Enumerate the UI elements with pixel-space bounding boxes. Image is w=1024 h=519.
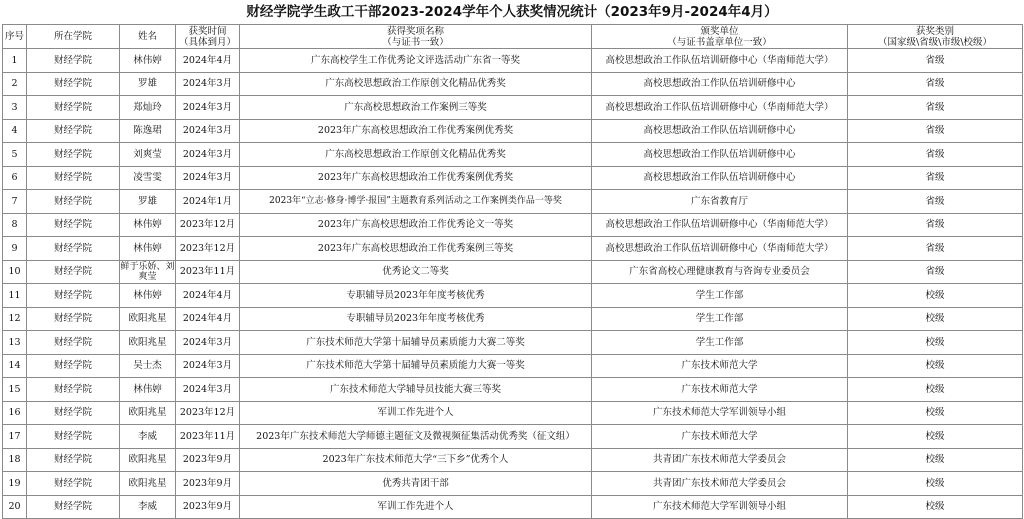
cell-time: 2024年3月 [176,354,240,378]
cell-award: 军训工作先进个人 [240,495,592,519]
cell-level: 校级 [848,284,1023,308]
table-body [3,49,1023,519]
cell-college: 财经学院 [27,307,120,331]
cell-no: 8 [3,213,27,237]
cell-award: 广东技术师范大学辅导员技能大赛三等奖 [240,378,592,402]
cell-level: 校级 [848,472,1023,496]
cell-level: 省级 [848,190,1023,214]
cell-no: 14 [3,354,27,378]
table-row [3,72,1023,96]
cell-unit: 广东技术师范大学军训领导小组 [592,401,848,425]
header-award-line2: （与证书一致） [382,36,449,48]
header-no: 序号 [3,25,27,49]
cell-name: 林伟婷 [120,237,176,261]
cell-time: 2023年9月 [176,472,240,496]
cell-name: 郑灿玲 [120,96,176,120]
header-time-line1: 获奖时间 [188,25,227,37]
table-row [3,448,1023,472]
table-row [3,284,1023,308]
cell-no: 5 [3,143,27,167]
cell-no: 19 [3,472,27,496]
cell-name: 欧阳兆星 [120,472,176,496]
cell-no: 12 [3,307,27,331]
table-row [3,119,1023,143]
cell-award: 2023年广东高校思想政治工作优秀案例优秀奖 [240,119,592,143]
table-row [3,307,1023,331]
cell-time: 2023年12月 [176,237,240,261]
cell-unit: 学生工作部 [592,307,848,331]
cell-time: 2024年4月 [176,307,240,331]
cell-college: 财经学院 [27,190,120,214]
cell-name: 林伟婷 [120,49,176,73]
cell-no: 15 [3,378,27,402]
cell-award: 2023年广东高校思想政治工作优秀案例三等奖 [240,237,592,261]
header-award [240,25,592,49]
cell-award: 军训工作先进个人 [240,401,592,425]
cell-name: 罗雄 [120,72,176,96]
cell-award: 专职辅导员2023年年度考核优秀 [240,307,592,331]
cell-unit: 学生工作部 [592,331,848,355]
cell-award: 广东高校思想政治工作原创文化精品优秀奖 [240,143,592,167]
cell-unit: 高校思想政治工作队伍培训研修中心 [592,143,848,167]
cell-award: 优秀论文二等奖 [240,260,592,284]
cell-level: 校级 [848,495,1023,519]
cell-award: 优秀共青团干部 [240,472,592,496]
header-level-line1: 获奖类别 [915,25,954,37]
table-row [3,331,1023,355]
table-row [3,190,1023,214]
cell-level: 省级 [848,237,1023,261]
header-award-line1: 获得奖项名称 [386,25,444,37]
cell-name: 林伟婷 [120,284,176,308]
cell-time: 2024年3月 [176,119,240,143]
cell-college: 财经学院 [27,425,120,449]
cell-name: 欧阳兆星 [120,307,176,331]
cell-no: 4 [3,119,27,143]
cell-level: 校级 [848,448,1023,472]
cell-college: 财经学院 [27,331,120,355]
header-unit-line2: （与证书盖章单位一致） [667,36,772,48]
cell-time: 2023年9月 [176,495,240,519]
cell-award: 2023年广东技术师范大学师德主题征文及微视频征集活动优秀奖（征文组） [240,425,592,449]
cell-unit: 广东省教育厅 [592,190,848,214]
cell-time: 2024年4月 [176,284,240,308]
cell-name: 林伟婷 [120,213,176,237]
cell-unit: 共青团广东技术师范大学委员会 [592,448,848,472]
cell-college: 财经学院 [27,260,120,284]
cell-award: 2023年“立志·修身·博学·报国”主题教育系列活动之工作案例类作品一等奖 [240,190,592,214]
table-row [3,495,1023,519]
cell-level: 校级 [848,401,1023,425]
cell-time: 2024年3月 [176,378,240,402]
cell-college: 财经学院 [27,378,120,402]
cell-award: 2023年广东技术师范大学“三下乡”优秀个人 [240,448,592,472]
header-level [848,25,1023,49]
table-row [3,49,1023,73]
header-time [176,25,240,49]
cell-unit: 高校思想政治工作队伍培训研修中心（华南师范大学） [592,49,848,73]
table-row [3,378,1023,402]
cell-no: 13 [3,331,27,355]
cell-college: 财经学院 [27,237,120,261]
cell-award: 2023年广东高校思想政治工作优秀案例优秀奖 [240,166,592,190]
cell-level: 省级 [848,119,1023,143]
cell-award: 专职辅导员2023年年度考核优秀 [240,284,592,308]
header-row [3,25,1023,49]
cell-level: 省级 [848,72,1023,96]
page-title: 财经学院学生政工干部2023-2024学年个人获奖情况统计（2023年9月-2024年4月） [246,4,778,20]
cell-level: 省级 [848,143,1023,167]
cell-level: 校级 [848,425,1023,449]
cell-time: 2024年3月 [176,331,240,355]
header-college: 所在学院 [27,25,120,49]
cell-level: 校级 [848,354,1023,378]
cell-no: 9 [3,237,27,261]
cell-unit: 高校思想政治工作队伍培训研修中心（华南师范大学） [592,96,848,120]
table-row [3,472,1023,496]
header-time-line2: （具体到月） [178,36,236,48]
cell-unit: 高校思想政治工作队伍培训研修中心 [592,72,848,96]
cell-no: 3 [3,96,27,120]
table-row [3,143,1023,167]
cell-no: 7 [3,190,27,214]
cell-level: 省级 [848,260,1023,284]
cell-award: 2023年广东高校思想政治工作优秀论文一等奖 [240,213,592,237]
cell-college: 财经学院 [27,166,120,190]
header-name: 姓名 [120,25,176,49]
cell-level: 省级 [848,96,1023,120]
cell-time: 2023年9月 [176,448,240,472]
cell-college: 财经学院 [27,72,120,96]
table-row [3,260,1023,284]
table-row [3,166,1023,190]
cell-no: 10 [3,260,27,284]
cell-time: 2024年4月 [176,49,240,73]
cell-unit: 广东省高校心理健康教育与咨询专业委员会 [592,260,848,284]
cell-name: 林伟婷 [120,378,176,402]
cell-unit: 高校思想政治工作队伍培训研修中心（华南师范大学） [592,237,848,261]
cell-name: 李威 [120,495,176,519]
cell-award: 广东高校学生工作优秀论文评选活动广东省一等奖 [240,49,592,73]
awards-table [2,24,1023,519]
cell-no: 20 [3,495,27,519]
cell-name: 欧阳兆星 [120,401,176,425]
cell-no: 11 [3,284,27,308]
cell-award: 广东高校思想政治工作原创文化精品优秀奖 [240,72,592,96]
cell-time: 2024年3月 [176,143,240,167]
header-level-line2: （国家级\省级\市级\校级） [877,36,993,48]
cell-no: 16 [3,401,27,425]
cell-name: 吴士杰 [120,354,176,378]
cell-college: 财经学院 [27,472,120,496]
cell-award: 广东高校思想政治工作案例三等奖 [240,96,592,120]
header-unit [592,25,848,49]
cell-unit: 高校思想政治工作队伍培训研修中心 [592,119,848,143]
table-row [3,213,1023,237]
cell-level: 校级 [848,331,1023,355]
cell-level: 省级 [848,49,1023,73]
table-row [3,237,1023,261]
cell-unit: 高校思想政治工作队伍培训研修中心 [592,166,848,190]
cell-time: 2024年3月 [176,96,240,120]
table-row [3,401,1023,425]
cell-name: 欧阳兆星 [120,448,176,472]
table-row [3,425,1023,449]
cell-college: 财经学院 [27,213,120,237]
cell-unit: 广东技术师范大学 [592,425,848,449]
cell-no: 17 [3,425,27,449]
cell-no: 18 [3,448,27,472]
cell-time: 2023年11月 [176,425,240,449]
cell-college: 财经学院 [27,354,120,378]
cell-college: 财经学院 [27,143,120,167]
cell-unit: 共青团广东技术师范大学委员会 [592,472,848,496]
cell-college: 财经学院 [27,495,120,519]
cell-no: 1 [3,49,27,73]
cell-award: 广东技术师范大学第十届辅导员素质能力大赛二等奖 [240,331,592,355]
cell-time: 2024年1月 [176,190,240,214]
cell-level: 校级 [848,378,1023,402]
cell-time: 2023年11月 [176,260,240,284]
cell-college: 财经学院 [27,96,120,120]
cell-no: 6 [3,166,27,190]
cell-name: 李威 [120,425,176,449]
cell-name: 刘爽莹 [120,143,176,167]
cell-award: 广东技术师范大学第十届辅导员素质能力大赛一等奖 [240,354,592,378]
table-row [3,96,1023,120]
cell-unit: 高校思想政治工作队伍培训研修中心（华南师范大学） [592,213,848,237]
cell-name: 凌雪雯 [120,166,176,190]
cell-college: 财经学院 [27,49,120,73]
cell-time: 2023年12月 [176,401,240,425]
cell-time: 2023年12月 [176,213,240,237]
cell-time: 2024年3月 [176,72,240,96]
cell-unit: 广东技术师范大学军训领导小组 [592,495,848,519]
cell-name: 欧阳兆星 [120,331,176,355]
cell-unit: 学生工作部 [592,284,848,308]
cell-level: 校级 [848,307,1023,331]
cell-unit: 广东技术师范大学 [592,378,848,402]
cell-college: 财经学院 [27,284,120,308]
cell-name: 罗雄 [120,190,176,214]
cell-college: 财经学院 [27,448,120,472]
header-unit-line1: 颁奖单位 [700,25,739,37]
cell-no: 2 [3,72,27,96]
cell-time: 2024年3月 [176,166,240,190]
cell-college: 财经学院 [27,401,120,425]
cell-name: 鲜于乐娇、刘爽莹 [120,261,175,282]
table-row [3,354,1023,378]
cell-name: 陈逸珺 [120,119,176,143]
cell-college: 财经学院 [27,119,120,143]
cell-unit: 广东技术师范大学 [592,354,848,378]
cell-level: 省级 [848,166,1023,190]
cell-level: 省级 [848,213,1023,237]
